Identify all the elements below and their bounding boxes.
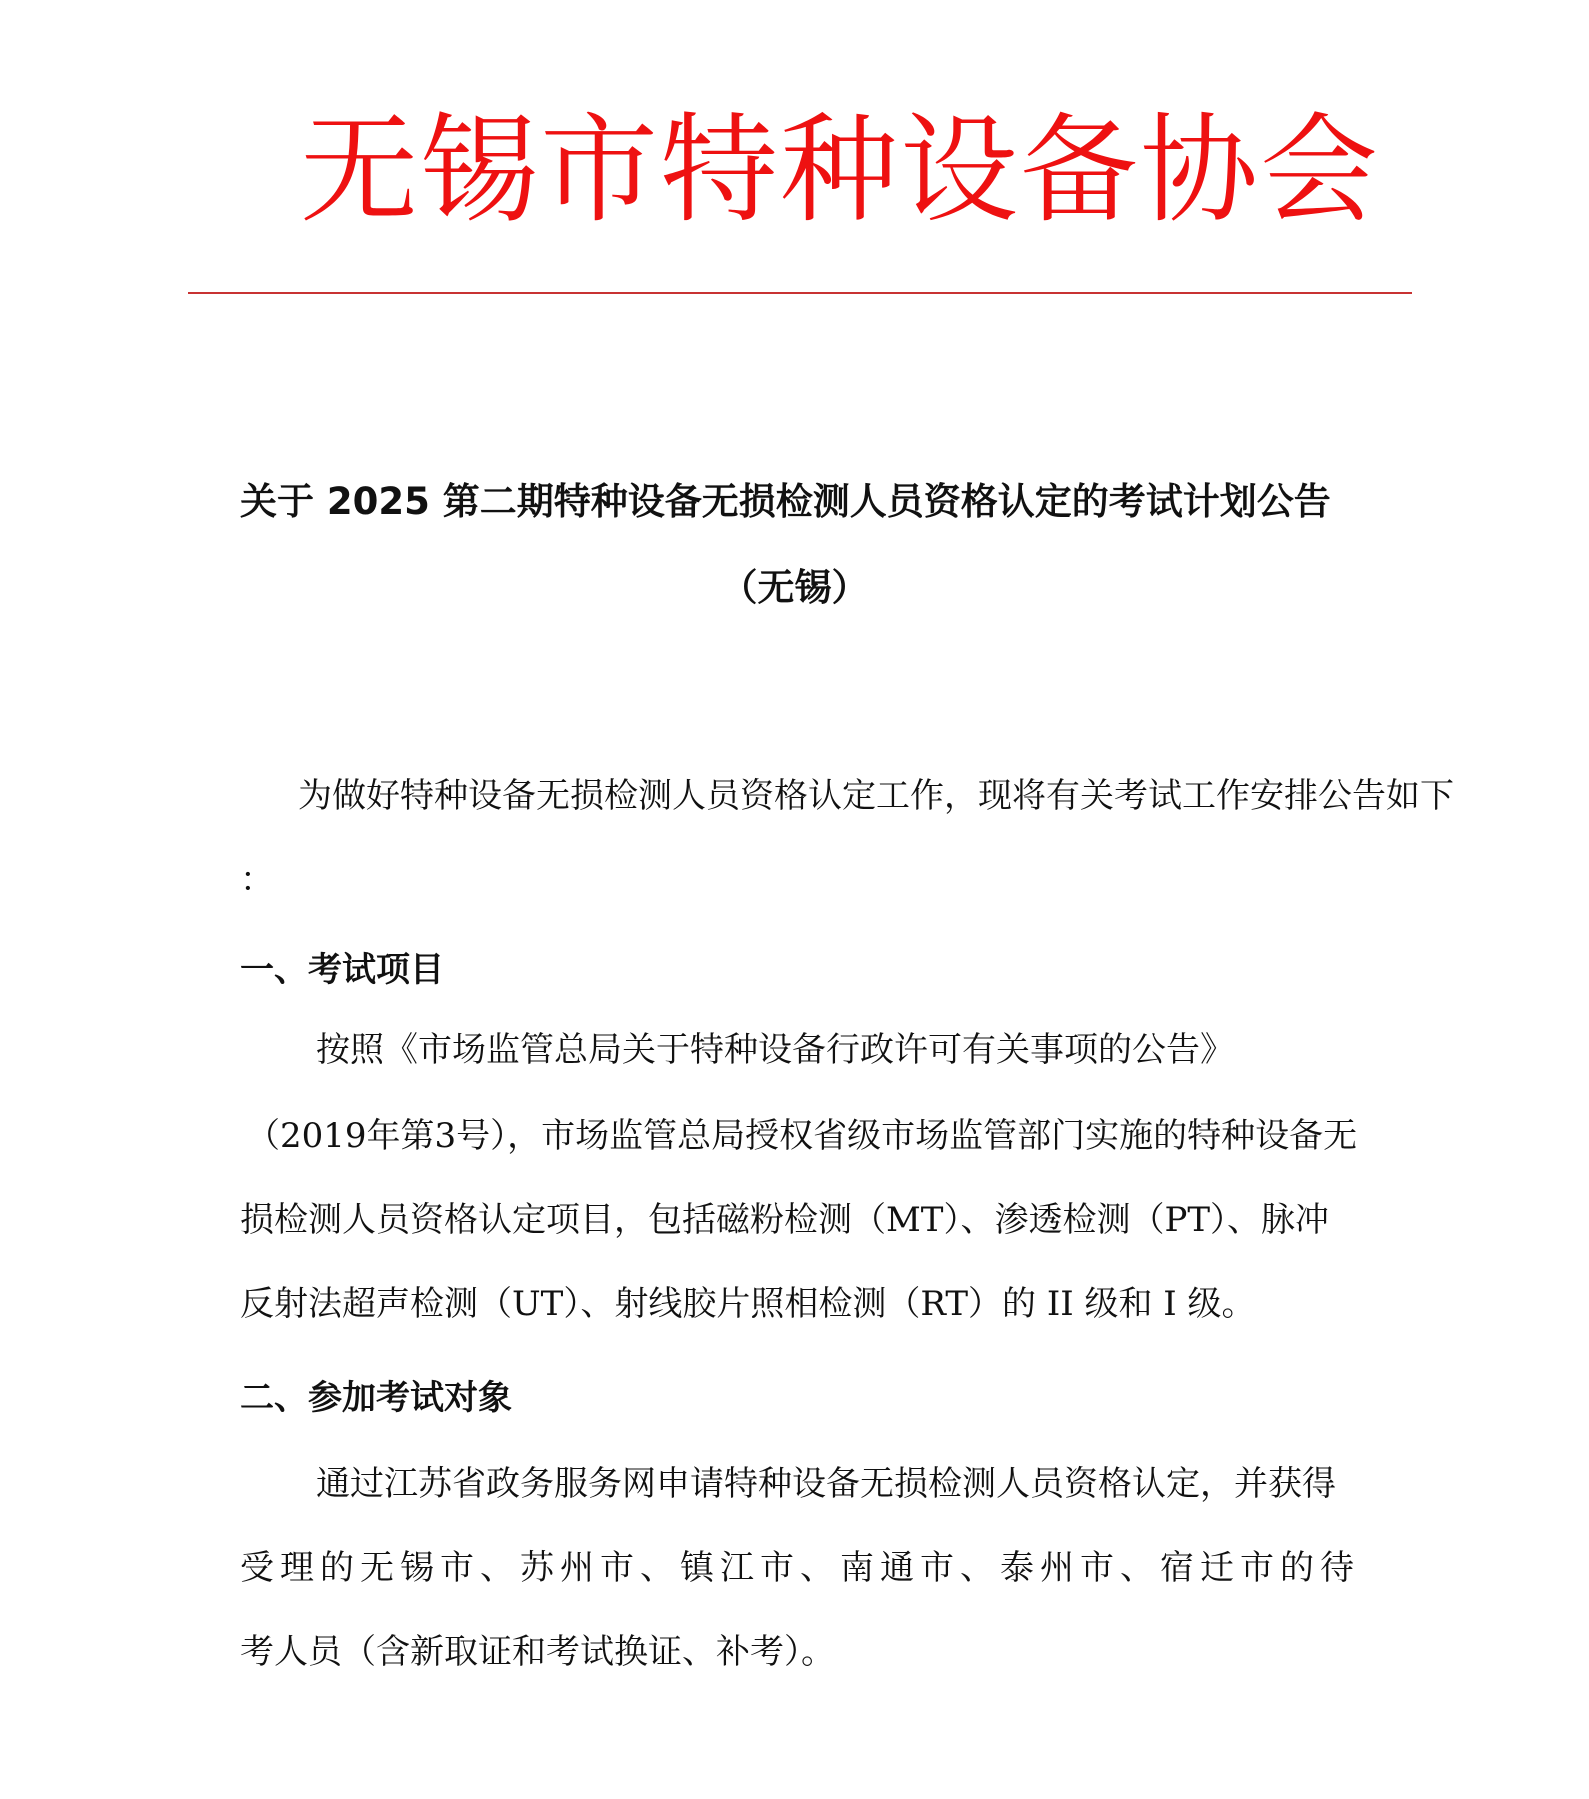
paragraph-line: 通过江苏省政务服务网申请特种设备无损检测人员资格认定，并获得 bbox=[316, 1464, 1336, 1504]
paragraph-line: 受理的无锡市、苏州市、镇江市、南通市、泰州市、宿迁市的待 bbox=[240, 1548, 1360, 1588]
paragraph-line: 反射法超声检测（UT）、射线胶片照相检测（RT）的 II 级和 I 级。 bbox=[240, 1284, 1256, 1324]
document-title: 关于 2025 第二期特种设备无损检测人员资格认定的考试计划公告 bbox=[240, 480, 1331, 523]
header-divider bbox=[188, 292, 1412, 294]
document-subtitle: （无锡） bbox=[720, 566, 869, 609]
organization-header: 无锡市特种设备协会 bbox=[300, 101, 1381, 239]
section-heading: 二、参加考试对象 bbox=[240, 1378, 512, 1418]
paragraph-line: 按照《市场监管总局关于特种设备行政许可有关事项的公告》 bbox=[316, 1030, 1234, 1070]
intro-paragraph-line: ： bbox=[240, 860, 274, 900]
paragraph-line: （2019年第3号），市场监管总局授权省级市场监管部门实施的特种设备无 bbox=[246, 1116, 1358, 1156]
paragraph-line: 损检测人员资格认定项目，包括磁粉检测（MT）、渗透检测（PT）、脉冲 bbox=[240, 1200, 1330, 1240]
paragraph-line: 考人员（含新取证和考试换证、补考）。 bbox=[240, 1632, 835, 1672]
intro-paragraph-line: 为做好特种设备无损检测人员资格认定工作，现将有关考试工作安排公告如下 bbox=[298, 776, 1454, 816]
section-heading: 一、考试项目 bbox=[240, 950, 444, 990]
